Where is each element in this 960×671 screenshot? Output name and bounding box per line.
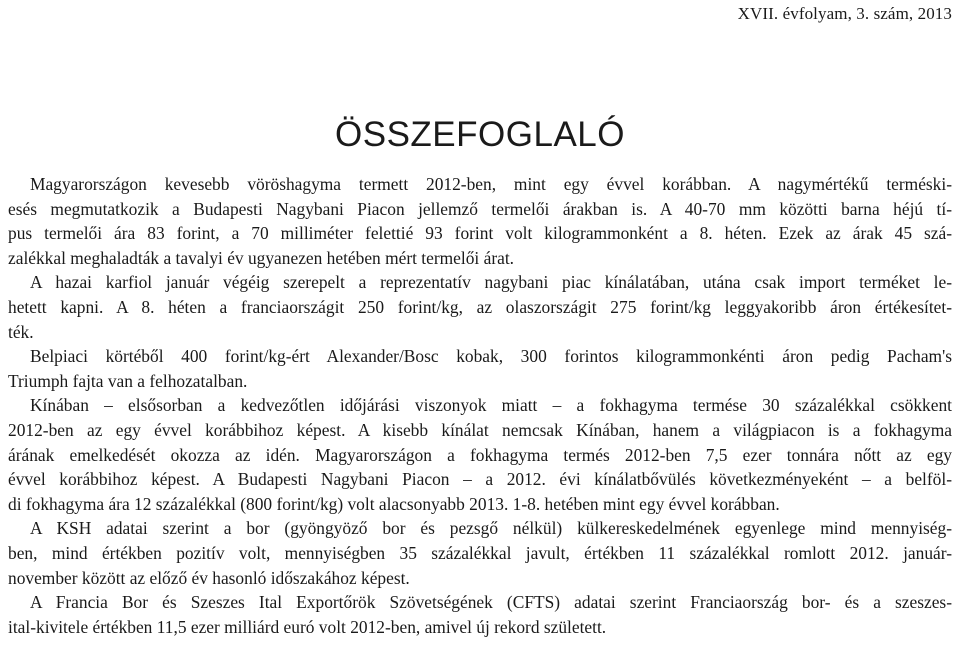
text-line: november között az előző év hasonló időszakához képest. — [8, 567, 410, 588]
paragraph — [8, 344, 952, 393]
text-line: hetett kapni. A 8. héten a franciaországit 250 forint/kg, az olaszországit 275 forint/kg leggyakoribb áron értékesítet- — [8, 296, 952, 317]
text-line: Belpiaci körtéből 400 forint/kg-ért Alexander/Bosc kobak, 300 forintos kilogrammonkénti áron pedig Pacham's — [30, 346, 952, 367]
text-line: Magyarországon kevesebb vöröshagyma termett 2012-ben, mint egy évvel korábban. A nagymértékű terméski- — [30, 174, 952, 194]
text-line: ben, mind értékben pozitív volt, mennyiségben 35 százalékkal javult, értékben 11 százalékkal romlott 2012. január- — [8, 542, 952, 563]
paragraph — [8, 172, 952, 270]
summary-body — [8, 172, 952, 639]
text-line: A KSH adatai szerint a bor (gyöngyöző bor és pezsgő nélkül) külkereskedelmének egyenlege mind mennyiség- — [30, 518, 952, 539]
paragraph — [8, 270, 952, 344]
issue-header: XVII. évfolyam, 3. szám, 2013 — [737, 4, 952, 23]
text-line: A Francia Bor és Szeszes Ital Exportőrök Szövetségének (CFTS) adatai szerint Franciaország bor- és a szeszes- — [30, 592, 952, 613]
paragraph — [8, 516, 952, 590]
text-line: évvel korábbihoz képest. A Budapesti Nagybani Piacon – a 2012. évi kínálatbővülés következményeként – a belföl- — [8, 469, 952, 490]
text-line: ték. — [8, 321, 34, 342]
page-title: ÖSSZEFOGLALÓ — [335, 115, 625, 155]
paragraph — [8, 393, 952, 516]
text-line: 2012-ben az egy évvel korábbihoz képest. A kisebb kínálat nemcsak Kínában, hanem a világpiacon is a fokhagyma — [8, 419, 952, 440]
text-line: Triumph fajta van a felhozatalban. — [8, 370, 248, 391]
paragraph — [8, 590, 952, 639]
text-line: zalékkal meghaladták a tavalyi év ugyanezen hetében mért termelői árat. — [8, 247, 515, 268]
text-line: esés megmutatkozik a Budapesti Nagybani Piacon jellemző termelői árakban is. A 40-70 mm közötti barna héjú tí- — [8, 198, 952, 219]
text-line: árának emelkedését okozza az idén. Magyarországon a fokhagyma termés 2012-ben 7,5 ezer tonnára nőtt az egy — [8, 444, 952, 465]
text-line: Kínában – elsősorban a kedvezőtlen időjárási viszonyok miatt – a fokhagyma termése 30 százalékkal csökkent — [30, 395, 952, 416]
text-line: A hazai karfiol január végéig szerepelt a reprezentatív nagybani piac kínálatában, utána csak import terméket le- — [30, 272, 952, 293]
text-line: ital-kivitele értékben 11,5 ezer milliárd euró volt 2012-ben, amivel új rekord született. — [8, 616, 607, 637]
text-line: di fokhagyma ára 12 százalékkal (800 forint/kg) volt alacsonyabb 2013. 1-8. hetében mint egy évvel korábban. — [8, 493, 780, 514]
text-line: pus termelői ára 83 forint, a 70 milliméter felettié 93 forint volt kilogrammonként a 8. héten. Ezek az árak 45 szá- — [8, 223, 952, 244]
